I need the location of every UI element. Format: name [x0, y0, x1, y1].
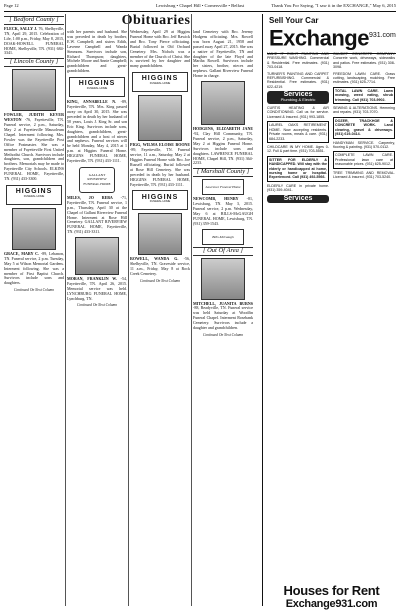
obituary-photo	[201, 81, 245, 125]
obituary-column-1	[4, 14, 64, 608]
obituary-entry: KING, ANNABELLE N. -89, Fayetteville, TN. Mrs. King passed away on April 30, 2015. She was preceded in death by her husband of 50 years, Louis J. King Sr. and son Eric King. Survivors include sons, daughters, grandchildren, great-grandchildren and a host of nieces and nephews. Funeral services will be held Monday, May 4, 2015 at 1 p.m. at Higgins Funeral Home. HIGGINS FUNERAL HOME, Fayetteville, TN. (931) 433-1111.	[67, 99, 127, 164]
classified-ad-box: LAUREL OAKS RETIREMENT HOME. Now accepting residents. Private rooms, meals & care. (931) 684-2233.	[267, 121, 329, 143]
header-banner: Thank You For Saying, "I saw it in the EXCHANGE," May 6, 2015	[271, 3, 396, 8]
classified-ad: SEWING & ALTERATIONS. Hemming and repairs. (931) 703-7070.	[333, 106, 395, 115]
obituary-photo	[12, 69, 56, 111]
obituary-entry: MORAN, FRANKLIN W. -54, Fayetteville, TN. April 26, 2015. Memorial service was held. LYNCHBURG FUNERAL HOME, Lynchburg, TN.	[67, 276, 127, 301]
higgins-funeral-home-logo: HIGGINS FUNERAL HOME	[132, 190, 188, 210]
houses-for-rent-brand: Exchange931.com	[285, 598, 378, 610]
classified-ad-box: DOZER, TRACKHOE & CONCRETE WORK. Land clearing, gravel & driveways. (931) 619-0414.	[333, 117, 395, 139]
houses-for-rent-ad	[267, 583, 396, 610]
obituary-entry: Wednesday, April 29 at Higgins Funeral Home with Bro. Jeff Rawick and Bro. Tony Pierce officiating. Burial followed in Old Orchard Cemetery. Mrs. Nichols was a member of the Church of Christ. She is survived by her daughter and many grandchildren.	[130, 30, 190, 69]
classified-ad: FREEDOM LAWN CARE. Grass cutting, landscaping, mulching. Free estimates. (931) 625-7714.	[333, 71, 395, 85]
classified-ad: MAKE IT RIGHT PAINTING AND PRESSURE WASHING. Commercial & Residential. Free estimates. (931) 703-0418.	[267, 52, 329, 70]
section-divider	[262, 14, 263, 606]
bills-mcgaugh-logo: Bills-McGaugh	[202, 229, 244, 245]
classified-ad: CHILDCARE IN MY HOME. Ages 0-12. Full & part time. (931) 703-5551.	[267, 144, 329, 154]
column-divider	[128, 14, 129, 606]
services-banner: Services	[267, 195, 329, 203]
higgins-funeral-home-logo: HIGGINS FUNERAL HOME	[132, 72, 188, 92]
obituary-entry: land Cemetery with Bro. Jeremy Hodgens officiating. Mrs. Rowell was born August 21, 1958 and passed away April 27, 2015. She was a native of Fayetteville, TN and daughter of the late Floyd and Martha Rowell. Survivors include her sisters, brother, nieces and nephews. Gallant Riverview Funeral Home in charge.	[193, 30, 253, 79]
header-rule	[4, 11, 396, 12]
classified-ad-box: COMPLETE LAWN CARE. Professional lawn care at reasonable prices. (931) 625-9012.	[333, 151, 395, 168]
classified-left-column	[267, 52, 329, 205]
continued-note: Continued On Next Column	[202, 332, 244, 337]
classified-ads	[267, 14, 396, 610]
paper-name: Lewisburg • Chapel Hill • Cornersville • Belfast	[155, 3, 245, 8]
obituary-entry: HODGENS, ELIZABETH JANE -92, Clay Hill Community, TN. Funeral service, 2 p.m., Saturday, May 2 at Higgins Funeral Home. Survivors include sons and daughters. LAWRENCE FUNERAL HOME, Chapel Hill, TN. (931) 364-2233.	[193, 126, 253, 166]
obituary-entry: NEWCOMB, HENRY -81, Lewisburg, TN. May 3, 2015. Funeral service, 2 p.m. Wednesday, May 6 at BILLS-McGAUGH FUNERAL HOME, Lewisburg, TN. (931) 359-1543.	[193, 196, 253, 226]
classified-right-column	[333, 52, 395, 181]
obituary-photo	[138, 95, 182, 141]
continued-note: Continued On Next Column	[139, 278, 181, 283]
sell-your-car-headline: Sell Your Car	[269, 16, 319, 25]
houses-for-rent-headline: Houses for Rent	[283, 583, 380, 598]
section-bedford-county: [ Bedford County ]	[4, 16, 64, 25]
obituary-column-2	[67, 30, 127, 608]
column-divider	[191, 14, 192, 606]
obituary-entry: GRACE, MARY C. -89, Lebanon, TN. Funeral service, 2 p.m. Tuesday, May 5 at Wilson Memorial Gardens. Interment following. She was a member of First Baptist Church. Survivors include sons and daughters.	[4, 250, 64, 286]
higgins-funeral-home-logo: HIGGINS FUNERAL HOME	[6, 185, 62, 205]
higgins-funeral-home-logo: HIGGINS FUNERAL HOME	[69, 77, 125, 97]
page-number: Page 12	[4, 3, 19, 8]
obituary-photo	[75, 237, 119, 275]
classified-ad: GAUDET CONCRETE COMPANY. Concrete work, driveways, sidewalks and patios. Free estimates. (931) 308-3098.	[333, 52, 395, 70]
classified-ad-box: SITTER FOR ELDERLY & HANDICAPPED. Will stay with the elderly or handicapped at home, nursing home or hospital. Experienced. Call (931) 492-5566.	[267, 156, 329, 182]
obituary-entry: MILES, JO REBA -71, Fayetteville, TN. Funeral service, 1 p.m., Thursday, April 30 at the Chapel of Gallant Riverview Funeral Home. Interment at Rose Hill Cemetery. GALLANT RIVERVIEW FUNERAL HOME, Fayetteville, TN. (931) 433-3311.	[67, 194, 127, 235]
column-divider	[65, 14, 66, 606]
obituary-entry: FOWLER, JUDITH KEVER WESTON -76, Fayetteville, TN. Funeral service, 2 p.m., Saturday, May 2 at Fayetteville Mausoleum Chapel. Interment following. Mrs. Fowler was the Fayetteville Post Office Postmaster. She was a member of Fayetteville First United Methodist Church. Survivors include daughters, son, grandchildren and brothers. Memorials may be made to Fayetteville City Schools. ELKINS FUNERAL HOME, Fayetteville, TN. (931) 433-3300.	[4, 112, 64, 182]
obituary-column-4	[193, 30, 253, 608]
obituary-entry: FLECK, SALLY J. 76, Shelbyville, TN, April 29, 2015. Celebration of Life, 1:00 p.m., Friday, May 8, 2015, DOAK-HOWELL FUNERAL HOME, Shelbyville, TN. (931) 684-3341.	[4, 25, 64, 56]
obituary-entry: with her parents and husband. She was preceded in death by brother, E.W. Campbell; and sisters Edith, Laverne Campbell and Wanda Simmons. Survivors include son, Richard Thompson; daughters, Michele Moore and Annie Campbell; grandchildren and great-grandchildren.	[67, 30, 127, 74]
page-header	[4, 2, 396, 10]
section-marshall-county: [ Marshall County ]	[193, 168, 253, 177]
continued-note: Continued On Next Column	[76, 303, 118, 308]
obituary-entry: PIGG, WILMA ELOISE BOONE -89, Fayetteville, TN. Funeral service, 11 a.m., Saturday, May 2 at Higgins Funeral Home with Bro. Joe Russell officiating. Burial followed at Rose Hill Cemetery. She was preceded in death by her husband. HIGGINS FUNERAL HOME, Fayetteville, TN. (931) 433-1111.	[130, 142, 190, 187]
section-lincoln-county: [ Lincoln County ]	[4, 58, 64, 67]
lawrence-funeral-home-logo: Lawrence Funeral Home	[202, 179, 244, 195]
section-out-of-area: [ Out Of Area ]	[193, 247, 253, 256]
classified-ad-box: TOTAL LAWN CARE. Lawn mowing, weed eating, shrub trimming. Call (931) 703-9902.	[333, 87, 395, 104]
obituary-photo	[201, 258, 245, 300]
obituary-entry: MITCHELL, JUANITA BURNS -88, Readyville, TN. Funeral service was held Saturday at Woodfin Funeral Chapel. Interment Rosebank Cemetery. Survivors include a daughter and grandchildren.	[193, 300, 253, 331]
classified-ad: TREE TRIMMING AND REMOVAL. Licensed & insured. (931) 703-5240.	[333, 170, 395, 179]
obituaries-title: Obituaries	[121, 13, 191, 28]
classified-ad: ELDERLY CARE in private home. (931) 359-4041.	[267, 183, 329, 193]
services-banner: Services Plumbing & Electric	[267, 91, 329, 104]
continued-note: Continued On Next Column	[13, 287, 55, 292]
obituary-photo	[12, 208, 56, 250]
classified-ad: HANDYMAN SERVICE. Carpentry, flooring & painting. (931) 570-0112.	[333, 140, 395, 149]
obituary-entry: ROWELL, WANDA G. -56, Shelbyville, TN. Graveside service, 11 a.m., Friday, May 8 at Rock Creek Cemetery.	[130, 256, 190, 277]
gallant-riverview-logo: GALLANT RIVERVIEW FUNERAL HOME	[79, 167, 115, 193]
obituary-photo	[138, 213, 182, 255]
exchange-logo: Exchange$^{931.com}$	[269, 25, 396, 51]
classified-ad: TURNER'S PAINTING AND CARPET REFURBISHING. Commercial & Residential. Free estimates. (931) 622-4219.	[267, 71, 329, 89]
obituary-column-3	[130, 30, 190, 608]
classified-ad: CURTIS HEATING & AIR CONDITIONING. Call us for service. Licensed & insured. (931) 993-1855.	[267, 106, 329, 119]
